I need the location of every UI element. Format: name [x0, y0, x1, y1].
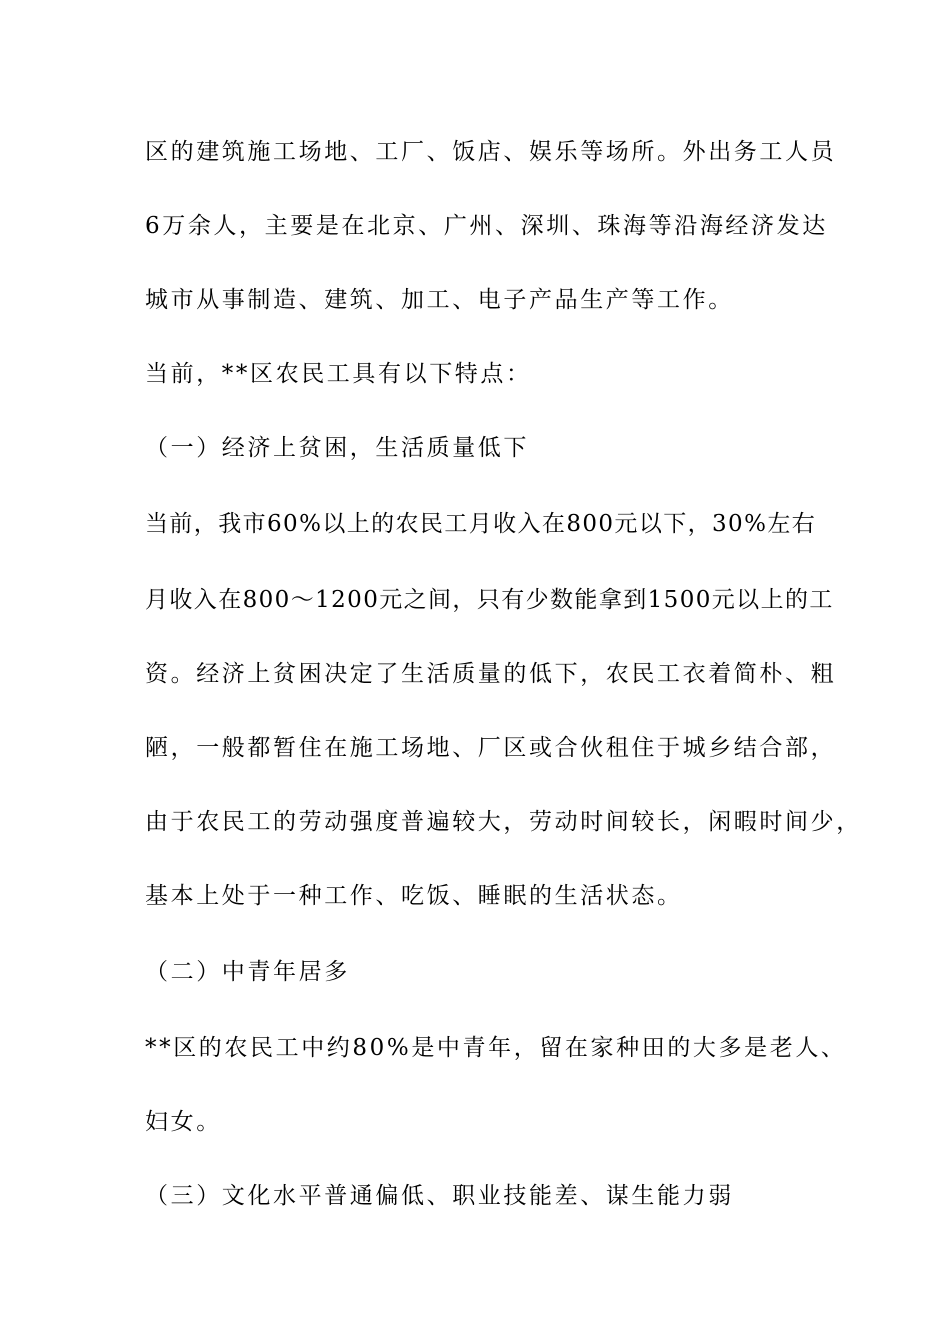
body-text-line: 城市从事制造、建筑、加工、电子产品生产等工作。	[145, 287, 734, 313]
body-text-line: 区的建筑施工场地、工厂、饭店、娱乐等场所。外出务工人员	[145, 139, 837, 165]
body-text-line: 月收入在800～1200元之间，只有少数能拿到1500元以上的工	[145, 587, 834, 613]
body-text-line: 陋，一般都暂住在施工场地、厂区或合伙租住于城乡结合部，	[145, 735, 837, 761]
body-text-line: 当前，我市60%以上的农民工月收入在800元以下，30%左右	[145, 511, 817, 537]
section-heading-2: （二）中青年居多	[145, 959, 350, 985]
section-intro: 当前，**区农民工具有以下特点：	[145, 361, 532, 387]
body-text-line: 基本上处于一种工作、吃饭、睡眠的生活状态。	[145, 883, 683, 909]
section-heading-3: （三）文化水平普通偏低、职业技能差、谋生能力弱	[145, 1183, 734, 1209]
body-text-line: 资。经济上贫困决定了生活质量的低下，农民工衣着简朴、粗	[145, 661, 837, 687]
body-text-line: 6万余人，主要是在北京、广州、深圳、珠海等沿海经济发达	[145, 213, 828, 239]
body-text-line: 妇女。	[145, 1109, 222, 1135]
section-heading-1: （一）经济上贫困，生活质量低下	[145, 435, 529, 461]
body-text-line: **区的农民工中约80%是中青年，留在家种田的大多是老人、	[145, 1035, 847, 1061]
body-text-line: 由于农民工的劳动强度普遍较大，劳动时间较长，闲暇时间少，	[145, 809, 862, 835]
